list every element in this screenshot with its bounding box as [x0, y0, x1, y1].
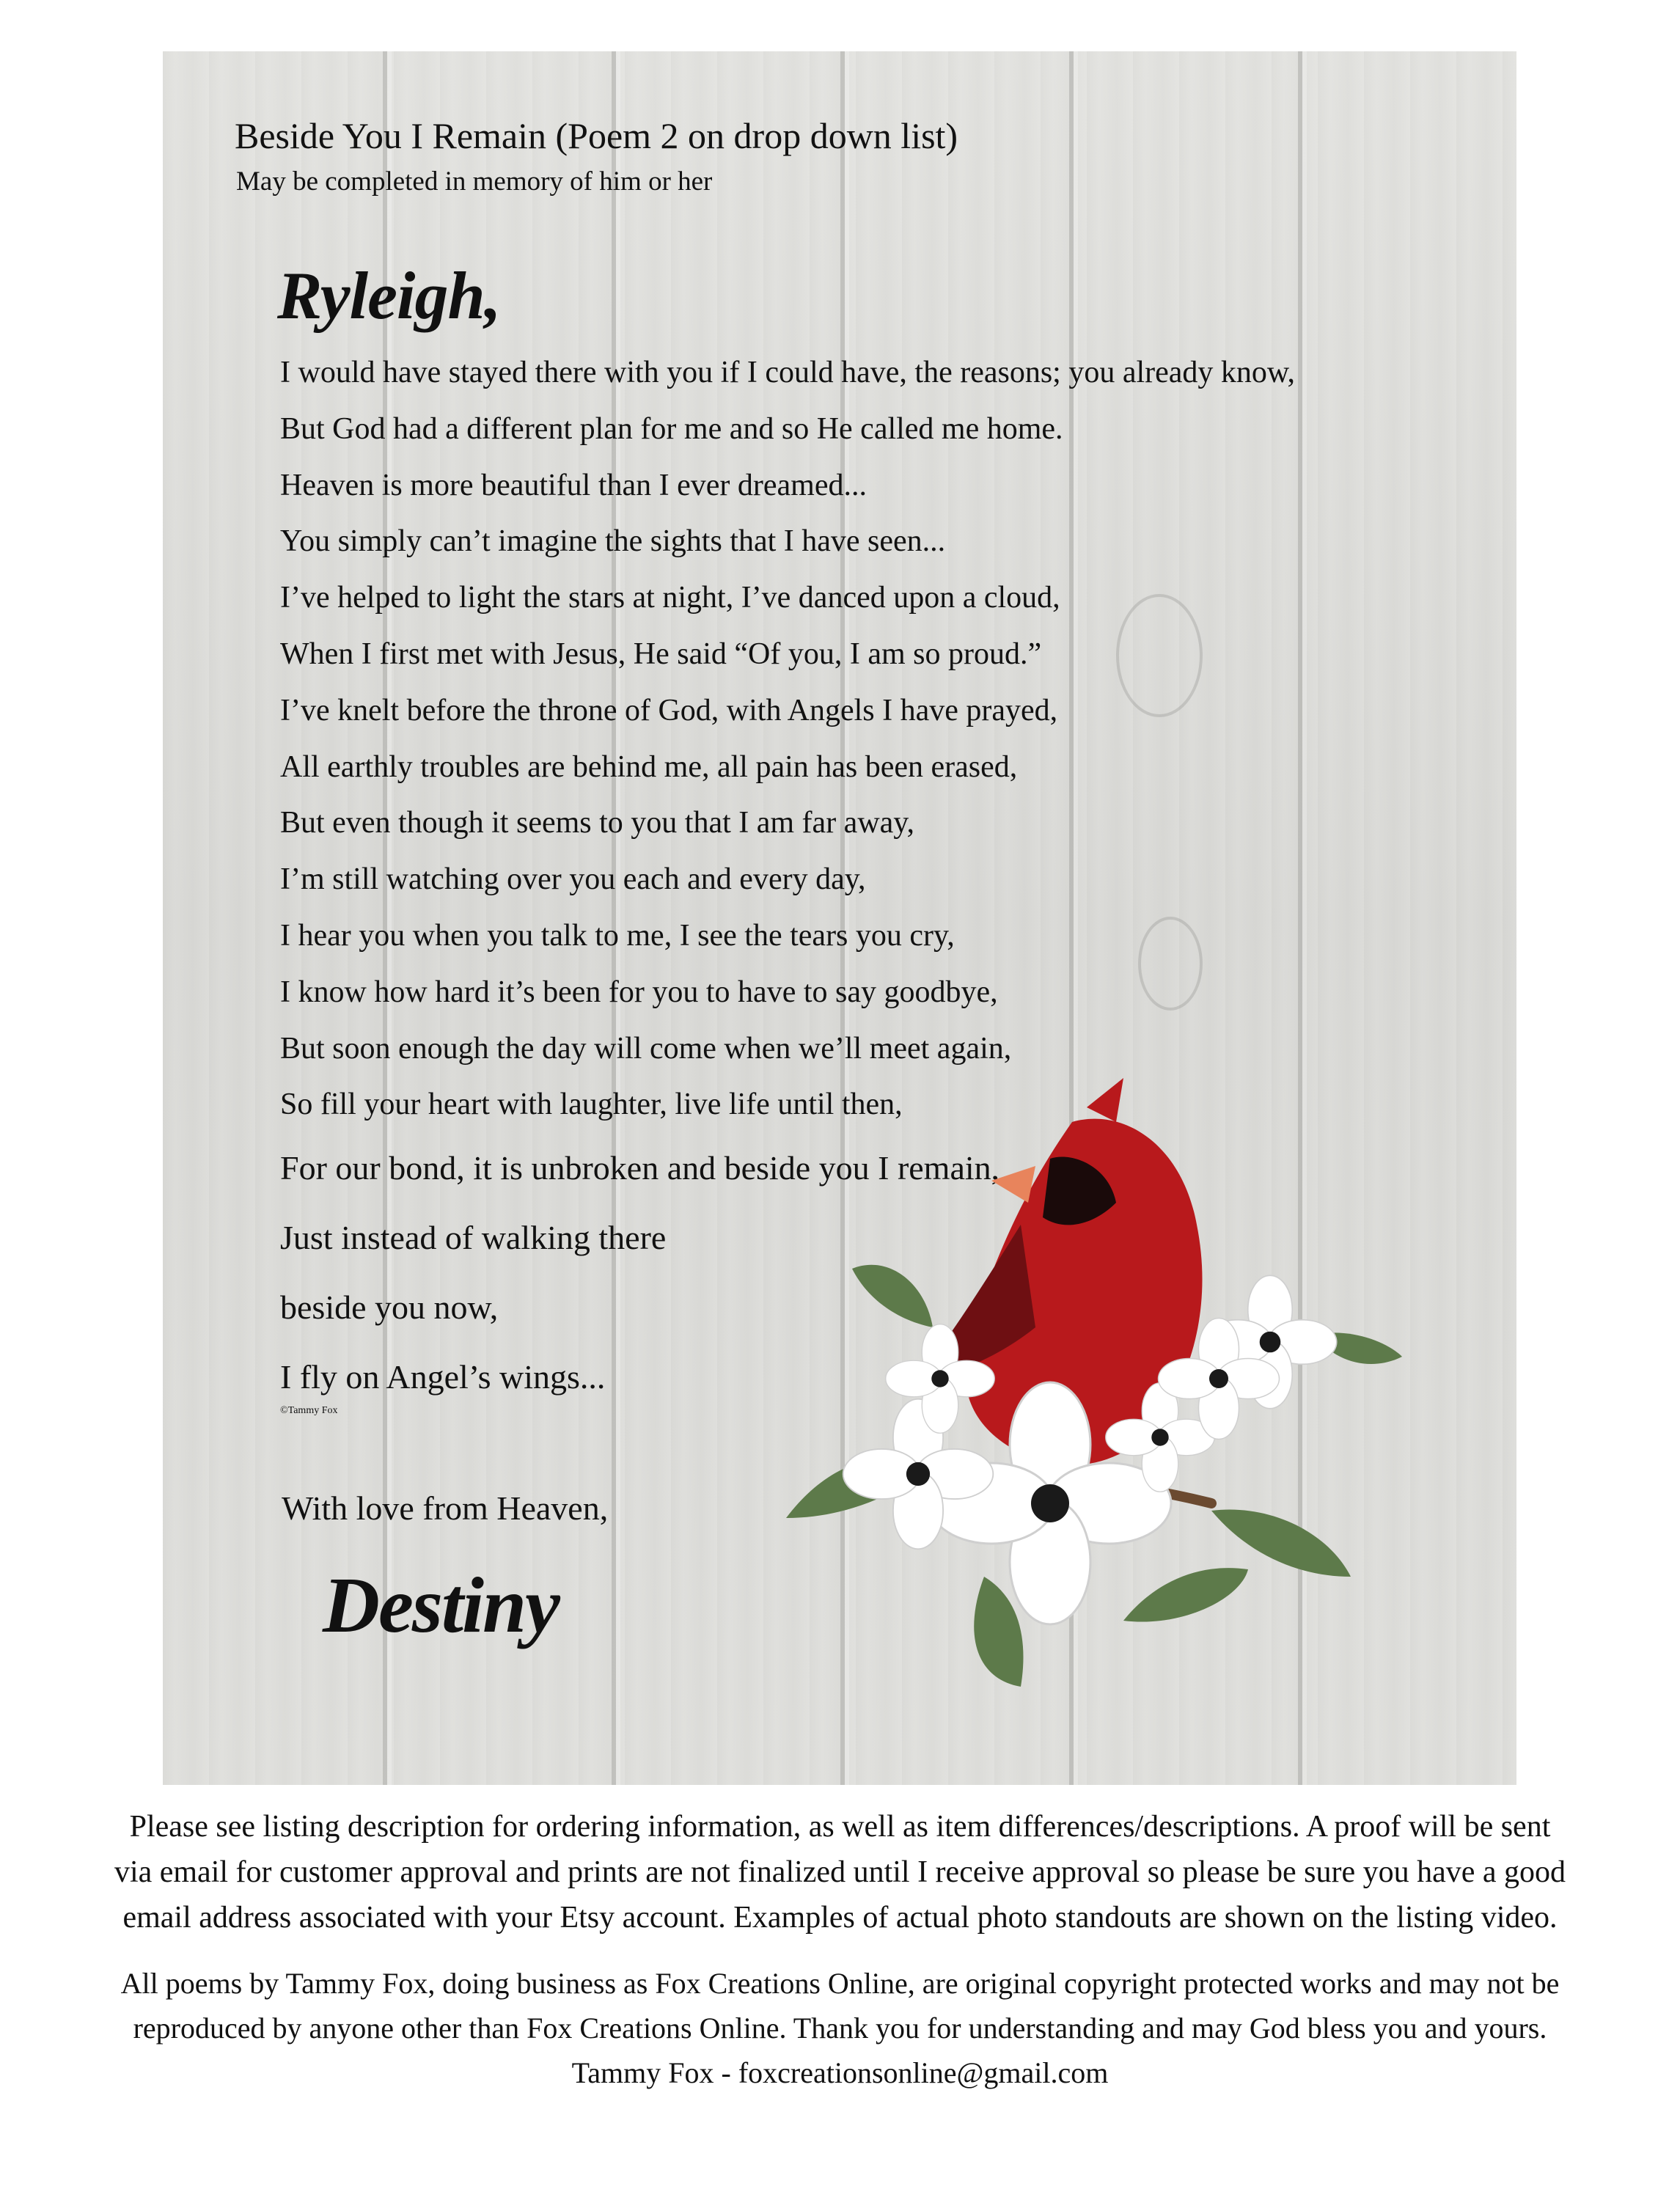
poem-line: I’ve helped to light the stars at night, I’ve danced upon a cloud,: [280, 581, 1060, 615]
poem-line: I’ve knelt before the throne of God, with Angels I have prayed,: [280, 693, 1058, 727]
poem-signature: Destiny: [323, 1562, 559, 1649]
poem-line: I hear you when you talk to me, I see the tears you cry,: [280, 918, 955, 953]
poem-line: But God had a different plan for me and so He called me home.: [280, 411, 1063, 446]
footer-line: reproduced by anyone other than Fox Creations Online. Thank you for understanding and may God bless you and yours.: [133, 2012, 1547, 2045]
poem-salutation: Ryleigh,: [277, 258, 501, 333]
footer-line: via email for customer approval and prints are not finalized until I receive approval so please be sure you have a good: [114, 1855, 1566, 1889]
poem-line: You simply can’t imagine the sights that I have seen...: [280, 524, 946, 559]
footer-line: All poems by Tammy Fox, doing business as Fox Creations Online, are original copyright protected works and may not be: [120, 1967, 1560, 2000]
footer-contact-email: Tammy Fox - foxcreationsonline@gmail.com: [571, 2056, 1109, 2089]
poem-line: I know how hard it’s been for you to have to say goodbye,: [280, 975, 998, 1009]
footer-ordering-info: [29, 1804, 1651, 1940]
poem-line: When I first met with Jesus, He said “Of you, I am so proud.”: [280, 637, 1042, 671]
header-subtitle: May be completed in memory of him or her: [236, 166, 713, 197]
poem-line: Heaven is more beautiful than I ever dreamed...: [280, 468, 867, 502]
poem-copyright: ©Tammy Fox: [280, 1405, 338, 1416]
poem-closing: With love from Heaven,: [282, 1489, 609, 1527]
poem-line: All earthly troubles are behind me, all pain has been erased,: [280, 749, 1018, 784]
cardinal-dogwood-illustration: [742, 1063, 1402, 1694]
poem-line: So fill your heart with laughter, live life until then,: [280, 1088, 903, 1122]
footer-copyright-notice: [29, 1961, 1651, 2095]
footer-line: Please see listing description for ordering information, as well as item differences/descriptions. A proof will be sent: [129, 1810, 1551, 1844]
header-title: Beside You I Remain (Poem 2 on drop down list): [235, 115, 958, 156]
poem-line: beside you now,: [280, 1288, 499, 1327]
poem-line: But soon enough the day will come when we’ll meet again,: [280, 1031, 1012, 1066]
footer-line: email address associated with your Etsy account. Examples of actual photo standouts are shown on the listing video.: [122, 1901, 1558, 1935]
poem-line: I’m still watching over you each and every day,: [280, 862, 866, 897]
poem-line: For our bond, it is unbroken and beside you I remain,: [280, 1149, 1000, 1187]
poem-line: Just instead of walking there: [280, 1219, 667, 1257]
poem-line: But even though it seems to you that I am far away,: [280, 806, 915, 840]
poem-line: I fly on Angel’s wings...: [280, 1358, 606, 1396]
poem-line: I would have stayed there with you if I could have, the reasons; you already know,: [280, 356, 1296, 389]
